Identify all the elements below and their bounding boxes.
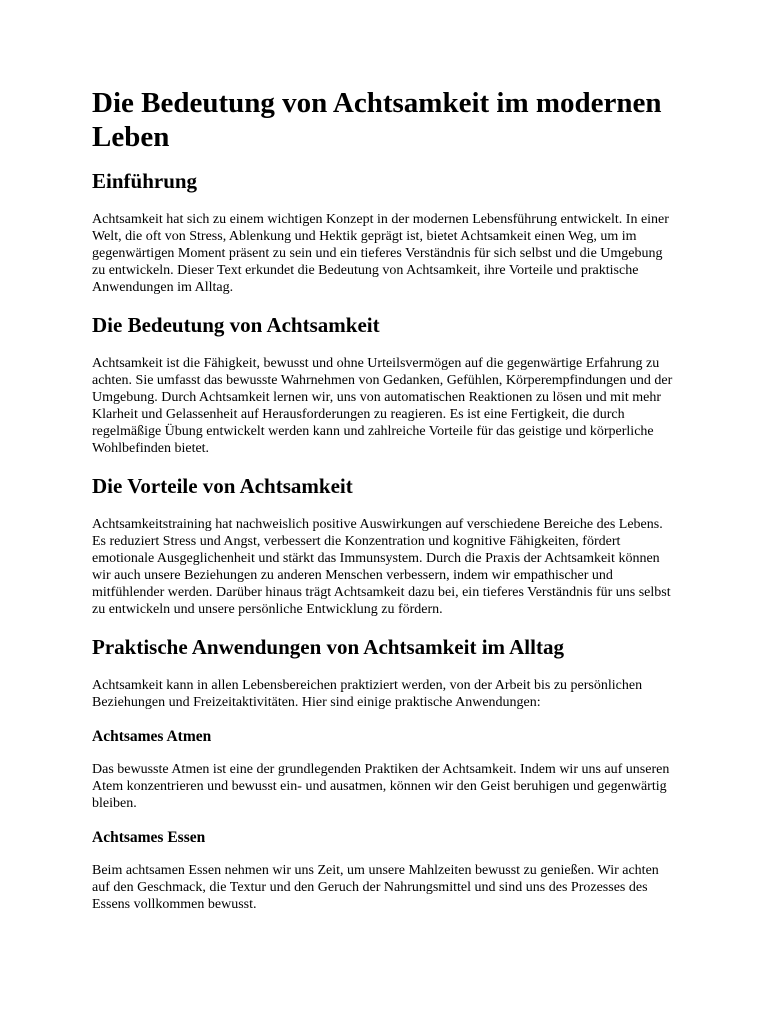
section-heading-anwendungen: Praktische Anwendungen von Achtsamkeit im Alltag [92,635,564,659]
subsection-paragraph-atmen: Das bewusste Atmen ist eine der grundlegenden Praktiken der Achtsamkeit. Indem wir uns auf unseren Atem konzentrieren und bewusst ein- und ausatmen, können wir den Geist beruhigen und gegenwärtig bleiben. [92,762,670,811]
subsection-paragraph-essen: Beim achtsamen Essen nehmen wir uns Zeit, um unsere Mahlzeiten bewusst zu genießen. Wir achten auf den Geschmack, die Textur und den Geruch der Nahrungsmittel und sind uns des Prozesses des Essens vollkommen bewusst. [92,863,659,912]
document-title: Die Bedeutung von Achtsamkeit im modernen Leben [92,87,662,153]
section-heading-einfuehrung: Einführung [92,169,198,193]
subsection-heading-essen: Achtsames Essen [92,829,206,846]
section-paragraph-anwendungen: Achtsamkeit kann in allen Lebensbereichen praktiziert werden, von der Arbeit bis zu persönlichen Beziehungen und Freizeitaktivitäten. Hier sind einige praktische Anwendungen: [92,678,643,710]
section-paragraph-vorteile: Achtsamkeitstraining hat nachweislich positive Auswirkungen auf verschiedene Bereiche des Lebens. Es reduziert Stress und Angst, verbessert die Konzentration und kognitive Fähigkeiten, fördert emotionale Ausgeglichenheit und stärkt das Immunsystem. Durch die Praxis der Achtsamkeit können wir auch unsere Beziehungen zu anderen Menschen verbessern, indem wir empathischer und mitfühlender werden. Darüber hinaus trägt Achtsamkeit dazu bei, ein tieferes Verständnis für uns selbst zu entwickeln und unsere persönliche Entwicklung zu fördern. [92,517,671,617]
section-heading-bedeutung: Die Bedeutung von Achtsamkeit [92,313,380,337]
section-paragraph-bedeutung: Achtsamkeit ist die Fähigkeit, bewusst und ohne Urteilsvermögen auf die gegenwärtige Erfahrung zu achten. Sie umfasst das bewusste Wahrnehmen von Gedanken, Gefühlen, Körperempfindungen und der Umgebung. Durch Achtsamkeit lernen wir, uns von automatischen Reaktionen zu lösen und mit mehr Klarheit und Gelassenheit auf Herausforderungen zu reagieren. Es ist eine Fertigkeit, die durch regelmäßige Übung entwickelt werden kann und zahlreiche Vorteile für das geistige und körperliche Wohlbefinden bietet. [92,356,673,456]
section-heading-vorteile: Die Vorteile von Achtsamkeit [92,474,353,498]
section-paragraph-einfuehrung: Achtsamkeit hat sich zu einem wichtigen Konzept in der modernen Lebensführung entwickelt. In einer Welt, die oft von Stress, Ablenkung und Hektik geprägt ist, bietet Achtsamkeit einen Weg, um im gegenwärtigen Moment präsent zu sein und ein tieferes Verständnis für sich selbst und die Umgebung zu entwickeln. Dieser Text erkundet die Bedeutung von Achtsamkeit, ihre Vorteile und praktische Anwendungen im Alltag. [92,212,669,295]
subsection-heading-atmen: Achtsames Atmen [92,728,212,745]
